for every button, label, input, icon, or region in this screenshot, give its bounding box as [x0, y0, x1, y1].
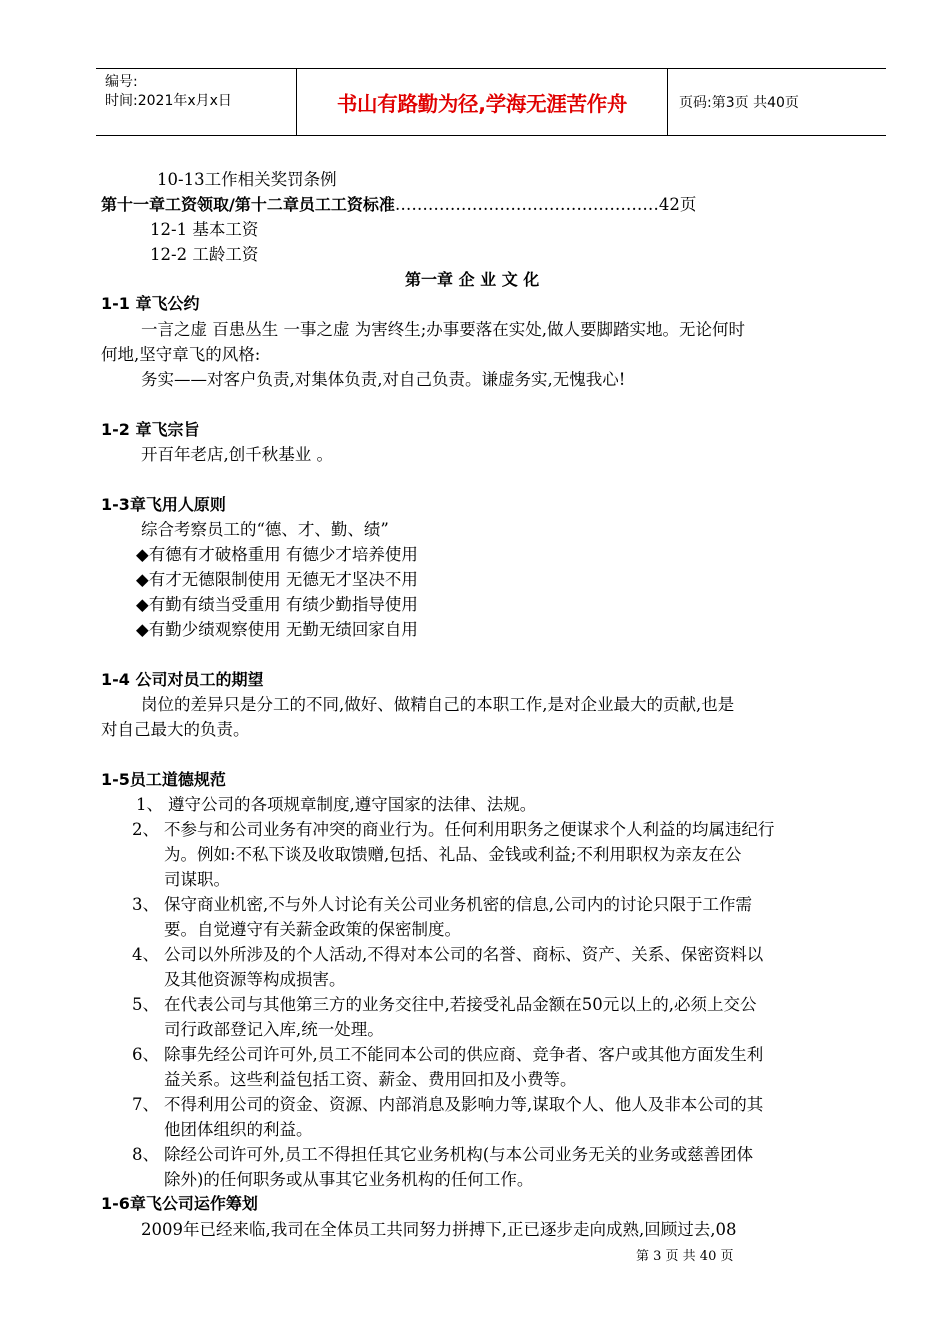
footer-page-number: 第 3 页 共 40 页: [636, 1249, 734, 1264]
list-item-text: 保守商业机密,不与外人讨论有关公司业务机密的信息,公司内的讨论只限于工作需: [164, 895, 752, 914]
list-item-text: 公司以外所涉及的个人活动,不得对本公司的名誉、商标、资产、关系、保密资料以: [164, 945, 764, 964]
list-item-number: 7、: [132, 1095, 159, 1114]
section-1-4-paragraph-line: 岗位的差异只是分工的不同,做好、做精自己的本职工作,是对企业最大的贡献,也是: [141, 695, 735, 714]
list-item-text: 要。自觉遵守有关薪金政策的保密制度。: [164, 920, 461, 939]
section-1-1-paragraph-line: 务实——对客户负责,对集体负责,对自己负责。谦虚务实,无愧我心!: [141, 370, 626, 389]
list-item-number: 1、: [136, 795, 163, 814]
list-item-text: 益关系。这些利益包括工资、薪金、费用回扣及小费等。: [164, 1070, 577, 1089]
list-item-text: 为。例如:不私下谈及收取馈赠,包括、礼品、金钱或利益;不利用职权为亲友在公: [164, 845, 742, 864]
section-1-4-paragraph-line: 对自己最大的负责。: [101, 720, 250, 739]
document-number-label: 编号:: [105, 74, 138, 90]
chapter-title: 第一章 企 业 文 化: [405, 270, 540, 289]
header-left-cell: [96, 69, 297, 135]
section-1-1-paragraph-line: 一言之虚 百患丛生 一事之虚 为害终生;办事要落在实处,做人要脚踏实地。无论何时: [141, 320, 746, 339]
section-1-2-paragraph: 开百年老店,创千秋基业 。: [141, 445, 333, 464]
document-header: [96, 68, 886, 136]
section-1-6-paragraph-line: 2009年已经来临,我司在全体员工共同努力拼搏下,正已逐步走向成熟,回顾过去,08: [141, 1220, 737, 1239]
list-item-text: 司谋职。: [164, 870, 230, 889]
toc-chapter-11-12-title: 第十一章工资领取/第十二章员工工资标准: [101, 195, 395, 214]
list-item-number: 6、: [132, 1045, 159, 1064]
list-item-text: 除事先经公司许可外,员工不能同本公司的供应商、竞争者、客户或其他方面发生利: [164, 1045, 764, 1064]
list-item-text: 在代表公司与其他第三方的业务交往中,若接受礼品金额在50元以上的,必须上交公: [164, 995, 757, 1014]
section-1-6-heading: 1-6章飞公司运作筹划: [101, 1194, 258, 1213]
list-item-number: 5、: [132, 995, 159, 1014]
list-item-text: 不参与和公司业务有冲突的商业行为。任何利用职务之便谋求个人利益的均属违纪行: [164, 820, 775, 839]
list-item-number: 2、: [132, 820, 159, 839]
toc-item-12-2: 12-2 工龄工资: [150, 245, 259, 264]
toc-chapter-11-12-leader: …………………………………………42页: [394, 195, 697, 214]
list-item-number: 3、: [132, 895, 159, 914]
list-item-text: 司行政部登记入库,统一处理。: [164, 1020, 384, 1039]
section-1-2-heading: 1-2 章飞宗旨: [101, 420, 200, 439]
list-item-text: 及其他资源等构成损害。: [164, 970, 346, 989]
list-item-number: 8、: [132, 1145, 159, 1164]
list-item-text: 不得利用公司的资金、资源、内部消息及影响力等,谋取个人、他人及非本公司的其: [164, 1095, 764, 1114]
list-item-text: 除经公司许可外,员工不得担任其它业务机构(与本公司业务无关的业务或慈善团体: [164, 1145, 754, 1164]
list-item-text: 他团体组织的利益。: [164, 1120, 313, 1139]
section-1-3-bullet: ◆有德有才破格重用 有德少才培养使用: [136, 545, 418, 564]
section-1-3-bullet: ◆有勤有绩当受重用 有绩少勤指导使用: [136, 595, 418, 614]
section-1-5-heading: 1-5员工道德规范: [101, 770, 226, 789]
document-time-label: 时间:2021年x月x日: [105, 93, 232, 109]
list-item-text: 遵守公司的各项规章制度,遵守国家的法律、法规。: [168, 795, 537, 814]
section-1-1-paragraph-line: 何地,坚守章飞的风格:: [101, 345, 261, 364]
section-1-3-heading: 1-3章飞用人原则: [101, 495, 226, 514]
section-1-3-bullet: ◆有勤少绩观察使用 无勤无绩回家自用: [136, 620, 418, 639]
section-1-3-intro: 综合考察员工的“德、才、勤、绩”: [141, 520, 389, 539]
section-1-1-heading: 1-1 章飞公约: [101, 294, 200, 313]
section-1-3-bullet: ◆有才无德限制使用 无德无才坚决不用: [136, 570, 418, 589]
toc-chapter-11-12: [101, 193, 696, 217]
toc-item-10-13: 10-13工作相关奖罚条例: [157, 170, 337, 189]
header-page-info: 页码:第3页 共40页: [679, 95, 799, 111]
toc-item-12-1: 12-1 基本工资: [150, 220, 259, 239]
section-1-4-heading: 1-4 公司对员工的期望: [101, 670, 264, 689]
header-motto: 书山有路勤为径,学海无涯苦作舟: [297, 69, 668, 135]
list-item-text: 除外)的任何职务或从事其它业务机构的任何工作。: [164, 1170, 534, 1189]
list-item-number: 4、: [132, 945, 159, 964]
